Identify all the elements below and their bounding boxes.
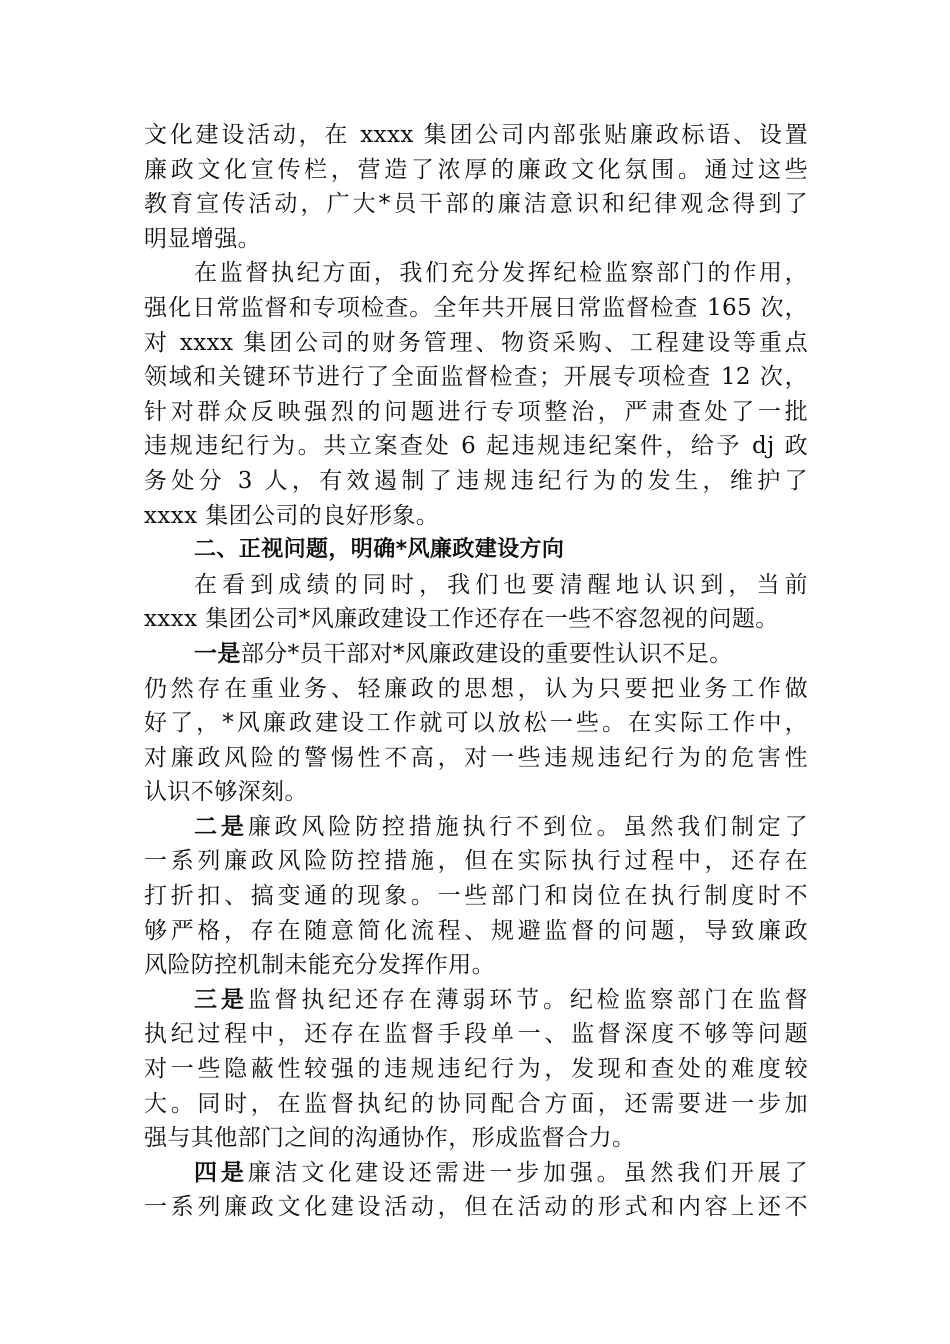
text-line: 执纪过程中，还存在监督手段单一、监督深度不够等问题 xyxy=(144,1021,808,1048)
text-line: 大。同时，在监督执纪的协同配合方面，还需要进一步加 xyxy=(144,1090,808,1117)
text-line: 认识不够深刻。 xyxy=(144,779,308,806)
item-lead: 三是 xyxy=(194,986,248,1013)
text-line: 务处分 3 人，有效遏制了违规违纪行为的发生，维护了 xyxy=(144,467,808,494)
paragraph-culture-activities xyxy=(144,118,808,256)
problem-item-4 xyxy=(144,1156,808,1225)
problem-item-3 xyxy=(144,983,808,1156)
text-line xyxy=(144,1156,808,1191)
item-first-text: 廉洁文化建设还需进一步加强。虽然我们开展了 xyxy=(247,1159,808,1186)
text-line xyxy=(144,810,808,845)
text-line: 文化建设活动，在 xxxx 集团公司内部张贴廉政标语、设置 xyxy=(144,122,808,148)
paragraph-supervision xyxy=(144,256,808,533)
text-line: 风险防控机制未能充分发挥作用。 xyxy=(144,952,495,979)
item-lead: 二是 xyxy=(194,813,248,840)
text-line xyxy=(144,637,808,672)
item-first-text: 监督执纪还存在薄弱环节。纪检监察部门在监督 xyxy=(247,986,808,1013)
item-first-text: 廉政风险防控措施执行不到位。虽然我们制定了 xyxy=(247,813,808,840)
text-line: 打折扣、搞变通的现象。一些部门和岗位在执行制度时不 xyxy=(144,883,808,910)
text-line: 在监督执纪方面，我们充分发挥纪检监察部门的作用， xyxy=(194,260,808,287)
text-line: 廉政文化宣传栏，营造了浓厚的廉政文化氛围。通过这些 xyxy=(144,156,808,183)
text-line: 对廉政风险的警惕性不高，对一些违规违纪行为的危害性 xyxy=(144,744,808,771)
text-line: 一系列廉政文化建设活动，但在活动的形式和内容上还不 xyxy=(144,1194,808,1221)
text-line: 仍然存在重业务、轻廉政的思想，认为只要把业务工作做 xyxy=(144,675,808,702)
section-heading: 二、正视问题，明确*风廉政建设方向 xyxy=(194,537,565,563)
text-line: 教育宣传活动，广大*员干部的廉洁意识和纪律观念得到了 xyxy=(144,191,808,218)
text-line: 强与其他部门之间的沟通协作，形成监督合力。 xyxy=(144,1125,636,1152)
text-line: 违规违纪行为。共立案查处 6 起违规违纪案件，给予 dj 政 xyxy=(144,433,808,460)
item-lead: 一是 xyxy=(194,640,241,667)
item-lead: 四是 xyxy=(194,1159,248,1186)
paragraph-problems-intro xyxy=(144,568,808,637)
item-first-text: 部分*员干部对*风廉政建设的重要性认识不足。 xyxy=(240,640,733,667)
text-line: 在看到成绩的同时，我们也要清醒地认识到，当前 xyxy=(194,571,808,598)
text-line: 够严格，存在随意简化流程、规避监督的问题，导致廉政 xyxy=(144,917,808,944)
text-line: 好了，*风廉政建设工作就可以放松一些。在实际工作中， xyxy=(144,710,808,737)
text-line: 一系列廉政风险防控措施，但在实际执行过程中，还存在 xyxy=(144,848,808,875)
text-line: xxxx 集团公司*风廉政建设工作还存在一些不容忽视的问题。 xyxy=(144,606,779,633)
text-line: xxxx 集团公司的良好形象。 xyxy=(144,502,440,529)
text-line: 领域和关键环节进行了全面监督检查；开展专项检查 12 次， xyxy=(144,364,808,391)
problem-item-1 xyxy=(144,637,808,810)
document-page xyxy=(144,118,808,1225)
text-line: 针对群众反映强烈的问题进行专项整治，严肃查处了一批 xyxy=(144,398,808,425)
problem-item-2 xyxy=(144,810,808,983)
text-line: 对一些隐蔽性较强的违规违纪行为，发现和查处的难度较 xyxy=(144,1056,808,1083)
text-line xyxy=(144,983,808,1018)
text-line: 明显增强。 xyxy=(144,225,261,252)
text-line: 强化日常监督和专项检查。全年共开展日常监督检查 165 次， xyxy=(144,294,808,321)
text-line: 对 xxxx 集团公司的财务管理、物资采购、工程建设等重点 xyxy=(144,329,808,356)
